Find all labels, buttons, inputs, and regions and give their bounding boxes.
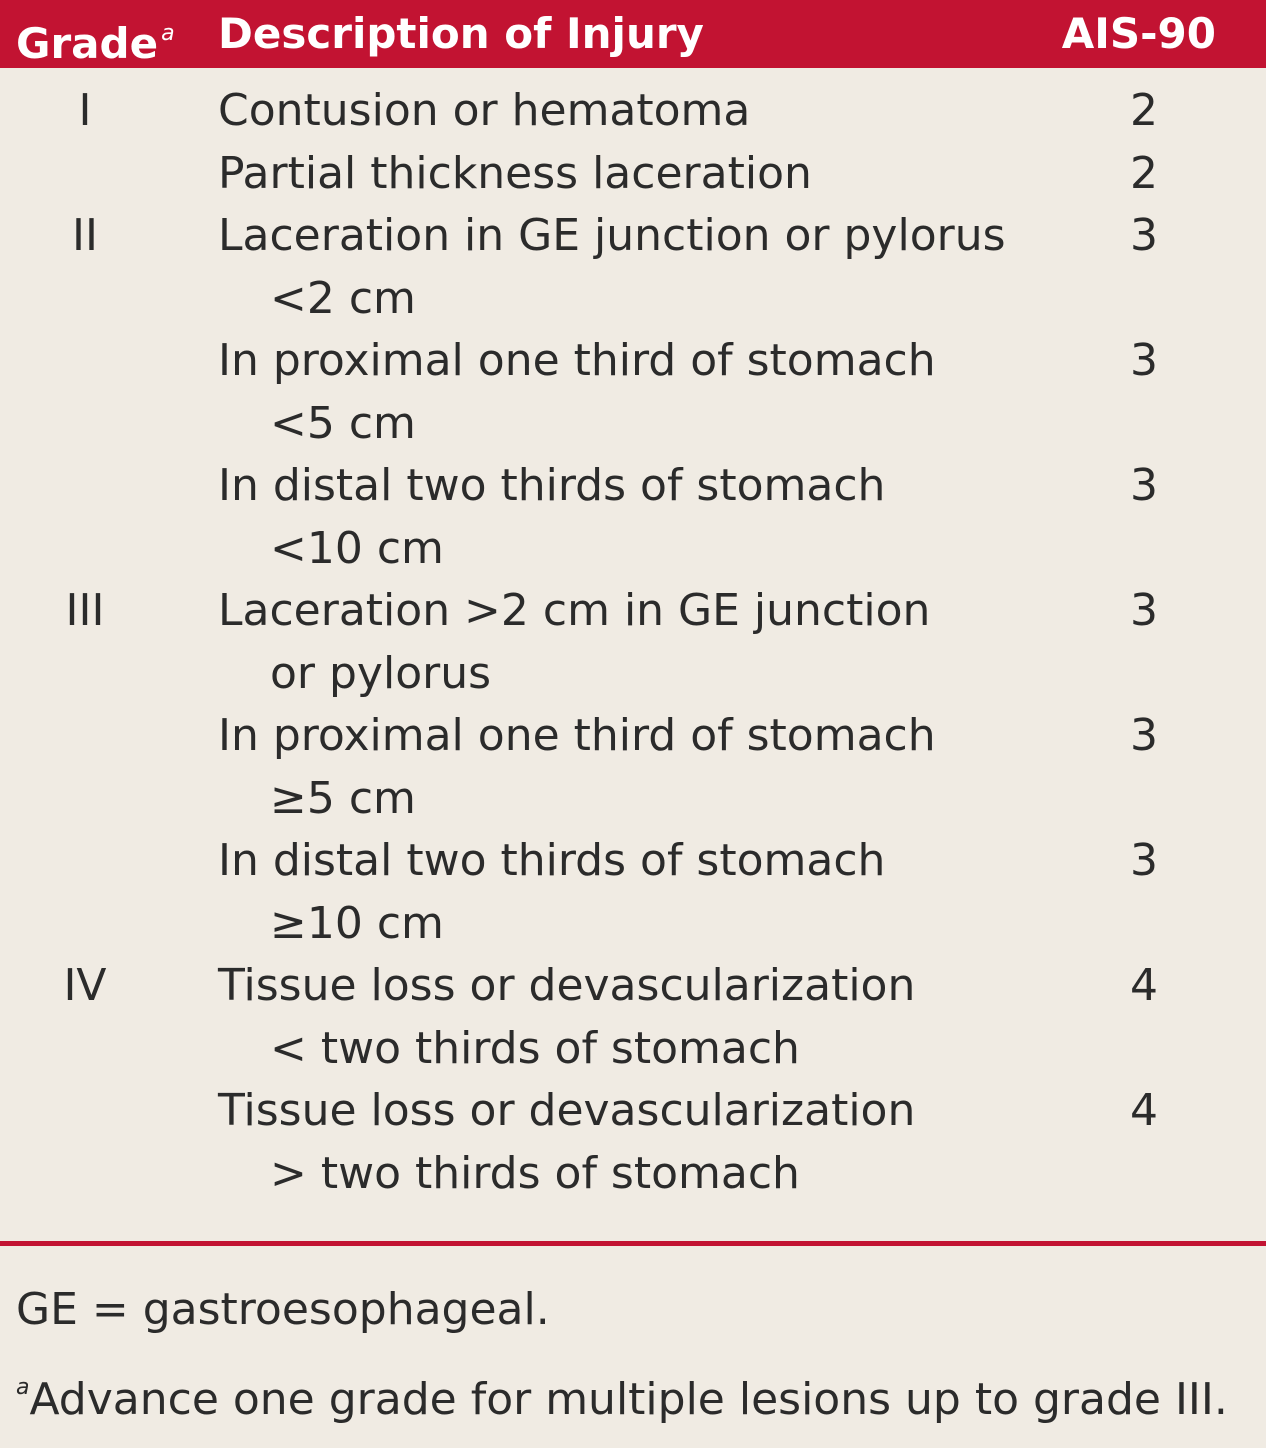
row-ais: 2 bbox=[1130, 85, 1158, 136]
row-description: Laceration in GE junction or pylorus bbox=[218, 210, 1006, 261]
row-ais: 3 bbox=[1130, 335, 1158, 386]
table-row bbox=[0, 80, 1266, 143]
table-row bbox=[0, 1018, 1266, 1081]
header-grade-label: Grade bbox=[16, 19, 159, 68]
table-row bbox=[0, 268, 1266, 331]
footnote-marker: a bbox=[16, 1375, 30, 1400]
table-row bbox=[0, 455, 1266, 518]
row-description: <5 cm bbox=[270, 397, 416, 449]
table-row bbox=[0, 830, 1266, 893]
row-description: Tissue loss or devascularization bbox=[218, 1085, 916, 1136]
table-row bbox=[0, 643, 1266, 706]
table-header bbox=[0, 0, 1266, 68]
table-bottom-rule bbox=[0, 1241, 1266, 1246]
table-row bbox=[0, 143, 1266, 206]
table-row bbox=[0, 705, 1266, 768]
row-description: In distal two thirds of stomach bbox=[218, 460, 886, 511]
row-description: In proximal one third of stomach bbox=[218, 710, 936, 761]
footnote-abbreviation: GE = gastroesophageal. bbox=[16, 1284, 550, 1335]
header-grade-footnote-marker: a bbox=[161, 21, 175, 46]
table-body bbox=[0, 80, 1266, 1205]
row-description: Partial thickness laceration bbox=[218, 147, 812, 199]
row-description: ≥5 cm bbox=[270, 772, 416, 824]
row-grade: I bbox=[78, 85, 92, 136]
table-row bbox=[0, 393, 1266, 456]
table-row bbox=[0, 330, 1266, 393]
table-row bbox=[0, 1143, 1266, 1206]
footnote-grade-advance bbox=[16, 1357, 1228, 1431]
row-ais: 4 bbox=[1130, 960, 1158, 1011]
row-ais: 3 bbox=[1130, 710, 1158, 761]
header-description: Description of Injury bbox=[218, 9, 704, 58]
row-ais: 3 bbox=[1130, 460, 1158, 511]
row-ais: 2 bbox=[1130, 147, 1158, 199]
row-description: < two thirds of stomach bbox=[270, 1022, 800, 1074]
row-ais: 3 bbox=[1130, 835, 1158, 886]
row-description: ≥10 cm bbox=[270, 897, 444, 949]
row-grade: IV bbox=[63, 960, 107, 1011]
table-row bbox=[0, 768, 1266, 831]
table-row bbox=[0, 955, 1266, 1018]
row-description: In distal two thirds of stomach bbox=[218, 835, 886, 886]
row-ais: 4 bbox=[1130, 1085, 1158, 1136]
row-description: > two thirds of stomach bbox=[270, 1147, 800, 1199]
row-description: In proximal one third of stomach bbox=[218, 335, 936, 386]
header-ais: AIS-90 bbox=[1061, 9, 1216, 58]
table-row bbox=[0, 893, 1266, 956]
row-ais: 3 bbox=[1130, 210, 1158, 261]
row-ais: 3 bbox=[1130, 585, 1158, 636]
row-description: or pylorus bbox=[270, 647, 492, 699]
row-description: <2 cm bbox=[270, 272, 416, 324]
row-description: Tissue loss or devascularization bbox=[218, 960, 916, 1011]
row-grade: II bbox=[72, 210, 98, 261]
table-row bbox=[0, 1080, 1266, 1143]
table-row bbox=[0, 205, 1266, 268]
table-row bbox=[0, 580, 1266, 643]
row-description: <10 cm bbox=[270, 522, 444, 574]
row-grade: III bbox=[65, 585, 105, 636]
header-grade bbox=[16, 8, 175, 70]
row-description: Laceration >2 cm in GE junction bbox=[218, 585, 931, 636]
footnote-text: Advance one grade for multiple lesions up to grade III. bbox=[29, 1374, 1228, 1425]
table-row bbox=[0, 518, 1266, 581]
row-description: Contusion or hematoma bbox=[218, 85, 751, 136]
